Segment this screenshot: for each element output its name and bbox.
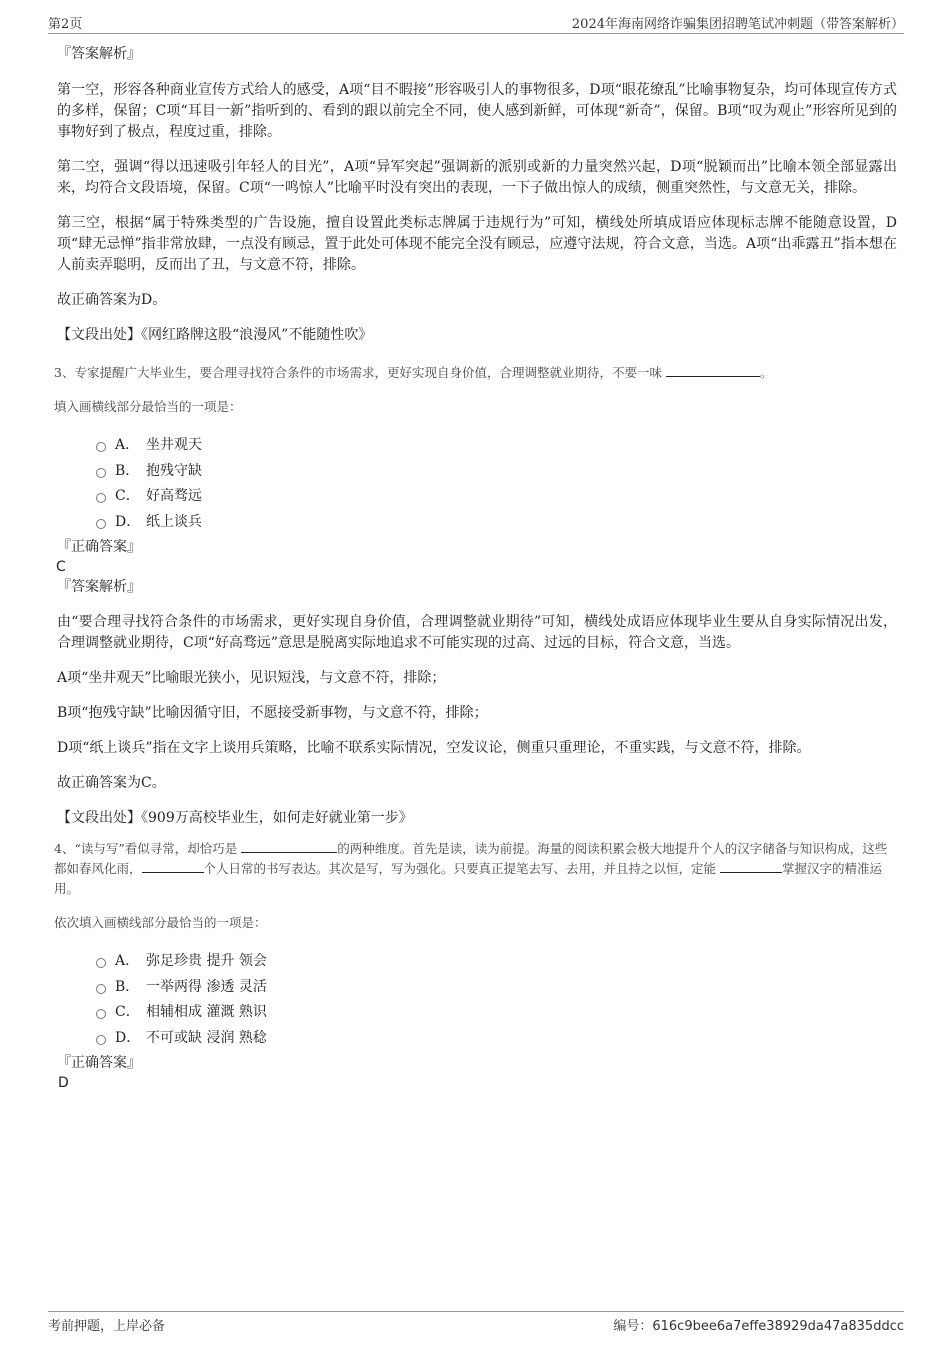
analysis-label: 『答案解析』 bbox=[57, 46, 141, 62]
fill-blank bbox=[241, 840, 337, 853]
correct-answer-label: 『正确答案』 bbox=[57, 539, 141, 555]
analysis-paragraph: A项“坐井观天”比喻眼光狭小，见识短浅，与文意不符，排除； bbox=[57, 670, 446, 686]
fill-blank bbox=[142, 860, 204, 873]
option-c[interactable]: C． 好高骛远 bbox=[96, 484, 897, 510]
analysis-paragraph: B项“抱残守缺”比喻因循守旧，不愿接受新事物，与文意不符，排除； bbox=[57, 705, 488, 721]
question-prompt: 依次填入画横线部分最恰当的一项是： bbox=[54, 915, 267, 930]
question-4 bbox=[54, 839, 897, 1093]
radio-icon[interactable] bbox=[96, 493, 106, 503]
page-header bbox=[48, 13, 904, 34]
analysis-paragraph: D项“纸上谈兵”指在文字上谈用兵策略，比喻不联系实际情况，空发议论，侧重只重理论，不重实践，与文意不符，排除。 bbox=[57, 740, 811, 756]
option-c[interactable]: C． 相辅相成 灌溉 熟识 bbox=[96, 1000, 897, 1026]
correct-answer: D bbox=[58, 1075, 69, 1091]
document-title: 2024年海南网络诈骗集团招聘笔试冲刺题（带答案解析） bbox=[571, 17, 904, 32]
options-list bbox=[96, 949, 897, 1051]
question-prompt: 填入画横线部分最恰当的一项是： bbox=[54, 399, 242, 414]
source-citation: 【文段出处】《909万高校毕业生，如何走好就业第一步》 bbox=[57, 810, 413, 826]
options-list bbox=[96, 433, 897, 535]
option-a[interactable]: A． 弥足珍贵 提升 领会 bbox=[96, 949, 897, 975]
question-stem: 3、专家提醒广大毕业生，要合理寻找符合条件的市场需求，更好实现自身价值，合理调整就业期待，不要一味 。 bbox=[54, 365, 773, 380]
analysis-paragraph: 第二空，强调“得以迅速吸引年轻人的目光”，A项“异军突起”强调新的派别或新的力量突然兴起，D项“脱颖而出”比喻本领全部显露出来，均符合文段语境，保留。C项“一鸣惊人”比喻平时没有突出的表现，一下子做出惊人的成绩，侧重突然性，与文意无关，排除。 bbox=[57, 159, 897, 196]
option-a[interactable]: A． 坐井观天 bbox=[96, 433, 897, 459]
answer-conclusion: 故正确答案为D。 bbox=[57, 292, 167, 308]
radio-icon[interactable] bbox=[96, 442, 106, 452]
page-footer bbox=[48, 1311, 904, 1336]
fill-blank bbox=[720, 860, 782, 873]
option-b[interactable]: B． 抱残守缺 bbox=[96, 459, 897, 485]
option-d[interactable]: D． 纸上谈兵 bbox=[96, 510, 897, 536]
radio-icon[interactable] bbox=[96, 984, 106, 994]
question-3 bbox=[54, 363, 897, 829]
document-code: 编号：616c9bee6a7effe38929da47a835ddcc bbox=[613, 1319, 904, 1334]
document-body bbox=[54, 44, 897, 1093]
answer-conclusion: 故正确答案为C。 bbox=[57, 775, 166, 791]
page-number: 第2页 bbox=[48, 17, 83, 32]
option-b[interactable]: B． 一举两得 渗透 灵活 bbox=[96, 975, 897, 1001]
correct-answer-label: 『正确答案』 bbox=[57, 1055, 141, 1071]
analysis-paragraph: 第三空，根据“属于特殊类型的广告设施，擅自设置此类标志牌属于违规行为”可知，横线处所填成语应体现标志牌不能随意设置，D项“肆无忌惮”指非常放肆，一点没有顾忌，置于此处可体现不能完全没有顾忌，应遵守法规，符合文意，当选。A项“出乖露丑”指本想在人前卖弄聪明，反而出了丑，与文意不符，排除。 bbox=[57, 215, 897, 273]
source-citation: 【文段出处】《网红路牌这股“浪漫风”不能随性吹》 bbox=[57, 327, 373, 343]
radio-icon[interactable] bbox=[96, 468, 106, 478]
option-d[interactable]: D． 不可或缺 浸润 熟稔 bbox=[96, 1026, 897, 1052]
analysis-paragraph: 第一空，形容各种商业宣传方式给人的感受，A项“目不暇接”形容吸引人的事物很多，D项“眼花缭乱”比喻事物复杂，均可体现宣传方式的多样，保留；C项“耳目一新”指听到的、看到的跟以前完全不同，使人感到新鲜，可体现“新奇”，保留。B项“叹为观止”形容所见到的事物好到了极点，程度过重，排除。 bbox=[57, 82, 897, 140]
question-stem: 4、“读与写”看似寻常，却恰巧是 的两种维度。首先是读，读为前提。海量的阅读积累会极大地提升个人的汉字储备与知识构成，这些都如春风化雨， 个人日常的书写表达。其次是写，写为强化。只要真正提笔去写、去用，并且持之以恒，定能 掌握汉字的精准运用。 bbox=[54, 841, 888, 896]
analysis-paragraph: 由“要合理寻找符合条件的市场需求，更好实现自身价值，合理调整就业期待”可知，横线处成语应体现毕业生要从自身实际情况出发，合理调整就业期待，C项“好高骛远”意思是脱离实际地追求不可能实现的过高、过远的目标，符合文意，当选。 bbox=[57, 614, 897, 651]
previous-question-analysis bbox=[57, 44, 897, 346]
radio-icon[interactable] bbox=[96, 1035, 106, 1045]
analysis-label: 『答案解析』 bbox=[57, 579, 141, 595]
radio-icon[interactable] bbox=[96, 958, 106, 968]
footer-slogan: 考前押题，上岸必备 bbox=[48, 1319, 166, 1334]
fill-blank bbox=[666, 364, 760, 377]
correct-answer: C bbox=[56, 559, 66, 575]
radio-icon[interactable] bbox=[96, 1009, 106, 1019]
radio-icon[interactable] bbox=[96, 519, 106, 529]
